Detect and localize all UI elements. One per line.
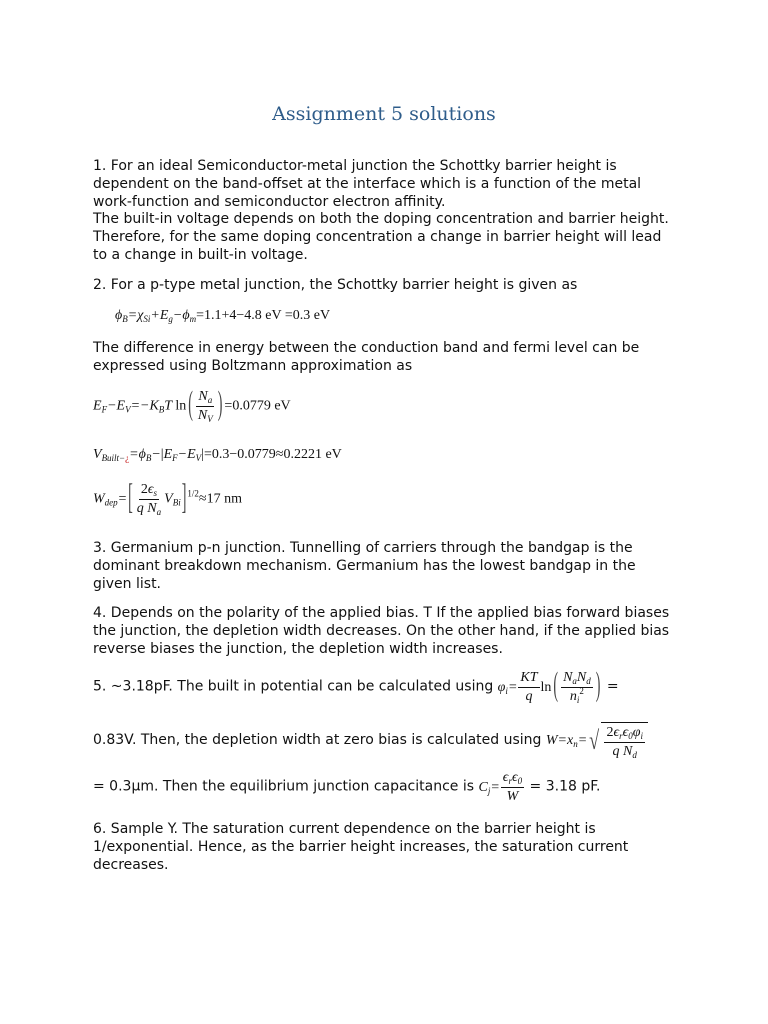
q5-line-2: 0.83V. Then, the depletion width at zero bias is calculated using $W=x_n=$ √ $\frac{2\epsilon_r\epsilon_0\varphi_i}{q N_d}$ bbox=[93, 722, 648, 760]
document-title: Assignment 5 solutions bbox=[272, 103, 496, 125]
equation-fermi-level-rhs: =0.0779 eV bbox=[224, 398, 291, 414]
q2-boltzmann-text: The difference in energy between the conduction band and fermi level can be expressed using Boltzmann approximation as bbox=[93, 340, 640, 374]
q5-line-1: 5. ~3.18pF. The built in potential can be calculated using $\varphi_i=$ $\frac{KT}{q}$ ln ( $\frac{N_aN_d}{n_i^2}$ ) = bbox=[93, 668, 619, 705]
q5-line-1-text: 5. ~3.18pF. The built in potential can be calculated using bbox=[93, 678, 494, 695]
equation-fermi-level: $E_F-E_V=-K_BT$ ln ( $\frac{N_a}{N_V}$ ) =0.0779 eV bbox=[93, 387, 291, 424]
q1-paragraph-1: 1. For an ideal Semiconductor-metal junction the Schottky barrier height is dependent on the band-offset at the interface which is a function of the metal work-function and semiconductor electron affinity. bbox=[93, 158, 642, 210]
q6-paragraph: 6. Sample Y. The saturation current dependence on the barrier height is 1/exponential. Hence, as the barrier height increases, the saturation current decreases. bbox=[93, 821, 629, 873]
q5-line-3: = 0.3µm. Then the equilibrium junction capacitance is $C_j=$ $\frac{\epsilon_r\epsilon_0}{W}$ = 3.18 pF. bbox=[93, 770, 601, 804]
equation-depletion-width: $W_{dep}=$[ $\frac{2\epsilon_s}{q N_a}$ $V_{Bi}]^{1/2}\approx 17$ nm bbox=[93, 478, 242, 518]
q4-paragraph: 4. Depends on the polarity of the applied bias. T If the applied bias forward biases the junction, the depletion width decreases. On the other hand, if the applied bias reverse biases the junction, the depletion width increases. bbox=[93, 605, 670, 657]
q1-paragraph-2: The built-in voltage depends on both the doping concentration and barrier height. Therefore, for the same doping concentration a change in barrier height will lead to a change in built-in voltage. bbox=[93, 211, 669, 263]
q3-paragraph: 3. Germanium p-n junction. Tunnelling of carriers through the bandgap is the dominant breakdown mechanism. Germanium has the lowest bandgap in the given list. bbox=[93, 540, 636, 592]
equation-depletion-width-rhs: ≈17 nm bbox=[198, 491, 242, 507]
equation-barrier-height: $\phi_B=\chi_{Si}+E_g-\phi_m=1.1+4-4.8$ eV =0.3 eV bbox=[115, 308, 331, 324]
q5-line-3-text: = 0.3µm. Then the equilibrium junction capacitance is bbox=[93, 778, 475, 795]
q5-line-3-end: = 3.18 pF. bbox=[529, 778, 601, 795]
equation-barrier-height-rhs: =1.1+4−4.8 eV =0.3 eV bbox=[196, 308, 331, 323]
q2-intro: 2. For a p-type metal junction, the Schottky barrier height is given as bbox=[93, 277, 578, 293]
equation-built-in-voltage-rhs: =0.3−0.0779≈0.2221 eV bbox=[203, 447, 342, 462]
q5-line-2-text: 0.83V. Then, the depletion width at zero bias is calculated using bbox=[93, 732, 542, 749]
q5-line-1-end: = bbox=[606, 678, 619, 695]
equation-built-in-voltage: $V_{Built-¿}=\phi_B-|E_F-E_V|=0.3-0.0779\approx 0.2221$ eV bbox=[93, 447, 342, 463]
